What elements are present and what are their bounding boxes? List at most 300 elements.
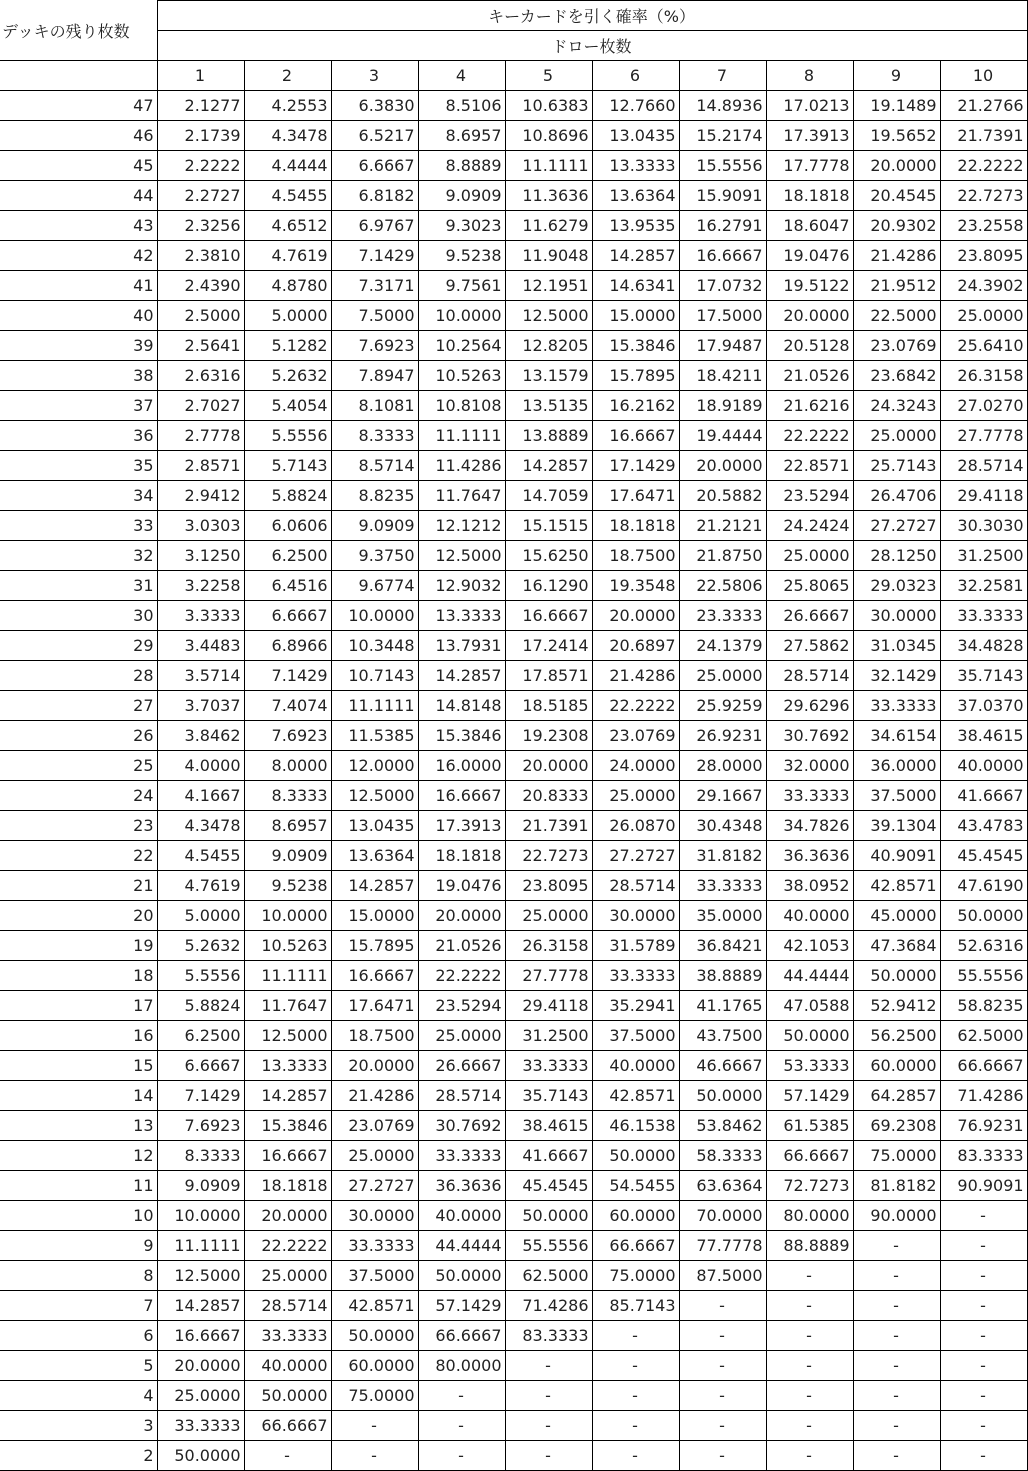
probability-cell: 22.7273 [940, 181, 1027, 211]
probability-cell: 10.7143 [331, 661, 418, 691]
probability-cell: 29.4118 [505, 991, 592, 1021]
probability-cell: 88.8889 [766, 1231, 853, 1261]
probability-cell: 33.3333 [592, 961, 679, 991]
probability-cell: 60.0000 [592, 1201, 679, 1231]
probability-cell: 66.6667 [592, 1231, 679, 1261]
probability-cell: 20.5128 [766, 331, 853, 361]
probability-cell: 35.7143 [505, 1081, 592, 1111]
probability-cell: 6.6667 [331, 151, 418, 181]
table-row [0, 1201, 1027, 1231]
deck-remaining-cell: 46 [0, 121, 157, 151]
probability-cell: 36.0000 [853, 751, 940, 781]
deck-remaining-cell: 20 [0, 901, 157, 931]
probability-cell: 9.5238 [418, 241, 505, 271]
probability-cell: 7.6923 [331, 331, 418, 361]
probability-cell: 83.3333 [505, 1321, 592, 1351]
probability-cell: 12.1951 [505, 271, 592, 301]
probability-cell: 50.0000 [418, 1261, 505, 1291]
probability-cell: 13.6364 [592, 181, 679, 211]
probability-cell: 29.6296 [766, 691, 853, 721]
probability-cell: 39.1304 [853, 811, 940, 841]
probability-cell: 50.0000 [331, 1321, 418, 1351]
probability-cell: 44.4444 [418, 1231, 505, 1261]
probability-cell: 13.7931 [418, 631, 505, 661]
probability-cell: - [940, 1261, 1027, 1291]
probability-cell: 6.3830 [331, 91, 418, 121]
probability-cell: 15.2174 [679, 121, 766, 151]
deck-remaining-cell: 26 [0, 721, 157, 751]
probability-cell: 21.2766 [940, 91, 1027, 121]
probability-cell: - [766, 1411, 853, 1441]
probability-cell: 15.3846 [592, 331, 679, 361]
probability-cell: 83.3333 [940, 1141, 1027, 1171]
probability-cell: 18.7500 [331, 1021, 418, 1051]
probability-cell: 3.5714 [157, 661, 244, 691]
probability-cell: 3.1250 [157, 541, 244, 571]
probability-cell: 4.5455 [244, 181, 331, 211]
probability-cell: 33.3333 [244, 1321, 331, 1351]
probability-cell: 61.5385 [766, 1111, 853, 1141]
probability-cell: 20.0000 [331, 1051, 418, 1081]
draw-count-row [0, 61, 1027, 91]
probability-cell: 3.2258 [157, 571, 244, 601]
probability-cell: 27.7778 [505, 961, 592, 991]
probability-cell: 34.4828 [940, 631, 1027, 661]
probability-cell: 15.7895 [592, 361, 679, 391]
probability-cell: 8.6957 [418, 121, 505, 151]
probability-cell: 71.4286 [940, 1081, 1027, 1111]
probability-cell: 33.3333 [331, 1231, 418, 1261]
deck-remaining-cell: 40 [0, 301, 157, 331]
probability-cell: 23.6842 [853, 361, 940, 391]
probability-cell: 45.0000 [853, 901, 940, 931]
probability-cell: 8.1081 [331, 391, 418, 421]
deck-remaining-cell: 15 [0, 1051, 157, 1081]
probability-cell: 85.7143 [592, 1291, 679, 1321]
probability-cell: 30.3030 [940, 511, 1027, 541]
deck-remaining-cell: 22 [0, 841, 157, 871]
table-row [0, 871, 1027, 901]
probability-cell: 10.3448 [331, 631, 418, 661]
deck-remaining-cell: 16 [0, 1021, 157, 1051]
probability-cell: - [853, 1381, 940, 1411]
probability-cell: 10.6383 [505, 91, 592, 121]
probability-cell: 20.0000 [766, 301, 853, 331]
probability-cell: 5.5556 [244, 421, 331, 451]
probability-cell: 8.3333 [331, 421, 418, 451]
probability-cell: 26.0870 [592, 811, 679, 841]
probability-cell: 33.3333 [418, 1141, 505, 1171]
table-row [0, 1111, 1027, 1141]
probability-cell: - [331, 1441, 418, 1471]
probability-cell: 5.0000 [157, 901, 244, 931]
probability-cell: 75.0000 [331, 1381, 418, 1411]
probability-cell: 50.0000 [766, 1021, 853, 1051]
probability-cell: 11.7647 [244, 991, 331, 1021]
probability-cell: 6.8182 [331, 181, 418, 211]
probability-cell: 42.8571 [331, 1291, 418, 1321]
probability-cell: 40.0000 [418, 1201, 505, 1231]
probability-cell: 16.6667 [418, 781, 505, 811]
probability-cell: 50.0000 [853, 961, 940, 991]
table-row [0, 931, 1027, 961]
probability-cell: 26.3158 [940, 361, 1027, 391]
probability-cell: 31.2500 [940, 541, 1027, 571]
deck-remaining-cell: 41 [0, 271, 157, 301]
deck-remaining-cell: 27 [0, 691, 157, 721]
table-row [0, 1021, 1027, 1051]
probability-cell: 13.6364 [331, 841, 418, 871]
deck-remaining-cell: 24 [0, 781, 157, 811]
probability-cell: 36.8421 [679, 931, 766, 961]
probability-cell: 7.6923 [244, 721, 331, 751]
probability-cell: - [940, 1231, 1027, 1261]
probability-cell: 8.5714 [331, 451, 418, 481]
probability-cell: 66.6667 [940, 1051, 1027, 1081]
probability-cell: 9.3023 [418, 211, 505, 241]
deck-remaining-cell: 25 [0, 751, 157, 781]
probability-cell: 18.7500 [592, 541, 679, 571]
probability-cell: 21.4286 [853, 241, 940, 271]
probability-cell: 27.5862 [766, 631, 853, 661]
probability-cell: 77.7778 [679, 1231, 766, 1261]
probability-cell: - [940, 1321, 1027, 1351]
table-row [0, 781, 1027, 811]
table-row [0, 211, 1027, 241]
table-row [0, 511, 1027, 541]
probability-cell: 23.0769 [853, 331, 940, 361]
probability-cell: 26.3158 [505, 931, 592, 961]
probability-cell: 33.3333 [766, 781, 853, 811]
probability-cell: 5.2632 [157, 931, 244, 961]
probability-cell: 11.7647 [418, 481, 505, 511]
probability-cell: 18.4211 [679, 361, 766, 391]
probability-cell: 20.0000 [505, 751, 592, 781]
probability-cell: 7.1429 [331, 241, 418, 271]
draw-count-cell: 3 [331, 61, 418, 91]
probability-cell: 35.7143 [940, 661, 1027, 691]
probability-cell: - [853, 1441, 940, 1471]
probability-cell: 18.1818 [418, 841, 505, 871]
probability-cell: 11.3636 [505, 181, 592, 211]
deck-remaining-cell: 45 [0, 151, 157, 181]
probability-cell: 3.0303 [157, 511, 244, 541]
table-row [0, 151, 1027, 181]
table-row [0, 121, 1027, 151]
table-row [0, 301, 1027, 331]
deck-remaining-cell: 9 [0, 1231, 157, 1261]
probability-cell: 19.1489 [853, 91, 940, 121]
probability-cell: 7.1429 [244, 661, 331, 691]
probability-cell: 55.5556 [505, 1231, 592, 1261]
probability-cell: 2.6316 [157, 361, 244, 391]
probability-cell: 13.9535 [592, 211, 679, 241]
probability-cell: 4.0000 [157, 751, 244, 781]
probability-cell: 16.1290 [505, 571, 592, 601]
probability-cell: 19.4444 [679, 421, 766, 451]
probability-cell: 71.4286 [505, 1291, 592, 1321]
probability-cell: 25.0000 [940, 301, 1027, 331]
table-row [0, 1351, 1027, 1381]
probability-cell: - [853, 1321, 940, 1351]
probability-cell: 90.0000 [853, 1201, 940, 1231]
probability-cell: 8.3333 [157, 1141, 244, 1171]
table-row [0, 181, 1027, 211]
probability-cell: 12.5000 [418, 541, 505, 571]
probability-cell: 4.7619 [244, 241, 331, 271]
table-row [0, 1441, 1027, 1471]
probability-cell: 22.2222 [418, 961, 505, 991]
probability-cell: 41.1765 [679, 991, 766, 1021]
probability-cell: 27.2727 [592, 841, 679, 871]
probability-cell: 53.8462 [679, 1111, 766, 1141]
probability-cell: 20.0000 [592, 601, 679, 631]
draw-count-header: ドロー枚数 [157, 31, 1027, 61]
probability-cell: 69.2308 [853, 1111, 940, 1141]
probability-cell: 21.9512 [853, 271, 940, 301]
probability-cell: 60.0000 [331, 1351, 418, 1381]
probability-cell: 25.8065 [766, 571, 853, 601]
probability-cell: - [592, 1381, 679, 1411]
probability-cell: 40.0000 [592, 1051, 679, 1081]
probability-cell: 5.2632 [244, 361, 331, 391]
probability-cell: 5.5556 [157, 961, 244, 991]
table-row [0, 721, 1027, 751]
probability-cell: 30.4348 [679, 811, 766, 841]
probability-cell: 2.8571 [157, 451, 244, 481]
probability-cell: 20.0000 [679, 451, 766, 481]
probability-cell: 17.8571 [505, 661, 592, 691]
probability-cell: 11.5385 [331, 721, 418, 751]
probability-cell: 25.0000 [853, 421, 940, 451]
probability-cell: 38.0952 [766, 871, 853, 901]
probability-cell: 27.2727 [853, 511, 940, 541]
probability-cell: - [679, 1441, 766, 1471]
probability-cell: 8.6957 [244, 811, 331, 841]
probability-cell: - [940, 1351, 1027, 1381]
probability-cell: 10.8108 [418, 391, 505, 421]
probability-cell: 28.5714 [592, 871, 679, 901]
probability-cell: 28.0000 [679, 751, 766, 781]
table-row [0, 661, 1027, 691]
deck-remaining-cell: 10 [0, 1201, 157, 1231]
probability-cell: 22.2222 [244, 1231, 331, 1261]
probability-cell: 4.1667 [157, 781, 244, 811]
probability-cell: 35.2941 [592, 991, 679, 1021]
probability-cell: 12.9032 [418, 571, 505, 601]
probability-cell: 10.5263 [418, 361, 505, 391]
probability-cell: 6.2500 [157, 1021, 244, 1051]
probability-cell: - [940, 1441, 1027, 1471]
table-row [0, 601, 1027, 631]
probability-cell: 16.6667 [679, 241, 766, 271]
probability-cell: 15.1515 [505, 511, 592, 541]
probability-cell: 24.3243 [853, 391, 940, 421]
probability-cell: 42.1053 [766, 931, 853, 961]
probability-cell: 34.7826 [766, 811, 853, 841]
probability-cell: 23.2558 [940, 211, 1027, 241]
probability-cell: 13.0435 [592, 121, 679, 151]
probability-cell: 21.0526 [766, 361, 853, 391]
probability-cell: - [940, 1411, 1027, 1441]
probability-cell: 58.3333 [679, 1141, 766, 1171]
probability-cell: 14.2857 [418, 661, 505, 691]
probability-cell: 9.7561 [418, 271, 505, 301]
probability-cell: 7.1429 [157, 1081, 244, 1111]
probability-cell: 29.1667 [679, 781, 766, 811]
probability-cell: 7.3171 [331, 271, 418, 301]
probability-cell: 5.4054 [244, 391, 331, 421]
probability-cell: 80.0000 [418, 1351, 505, 1381]
probability-cell: 12.5000 [505, 301, 592, 331]
probability-cell: 33.3333 [679, 871, 766, 901]
probability-cell: - [766, 1261, 853, 1291]
probability-cell: 15.7895 [331, 931, 418, 961]
probability-cell: 4.3478 [157, 811, 244, 841]
probability-cell: 45.4545 [940, 841, 1027, 871]
probability-cell: 2.3810 [157, 241, 244, 271]
probability-cell: 40.0000 [940, 751, 1027, 781]
probability-cell: 23.0769 [592, 721, 679, 751]
probability-cell: 22.2222 [940, 151, 1027, 181]
probability-cell: - [940, 1201, 1027, 1231]
deck-remaining-cell: 37 [0, 391, 157, 421]
probability-cell: 2.5000 [157, 301, 244, 331]
deck-remaining-cell: 35 [0, 451, 157, 481]
probability-cell: 64.2857 [853, 1081, 940, 1111]
probability-cell: - [679, 1291, 766, 1321]
probability-cell: 62.5000 [505, 1261, 592, 1291]
probability-cell: 21.0526 [418, 931, 505, 961]
probability-cell: 18.1818 [766, 181, 853, 211]
probability-cell: 75.0000 [592, 1261, 679, 1291]
probability-cell: 21.4286 [331, 1081, 418, 1111]
probability-cell: 38.4615 [940, 721, 1027, 751]
draw-count-cell: 7 [679, 61, 766, 91]
probability-cell: 50.0000 [679, 1081, 766, 1111]
deck-remaining-cell: 30 [0, 601, 157, 631]
probability-cell: 18.5185 [505, 691, 592, 721]
probability-cell: 23.5294 [766, 481, 853, 511]
probability-cell: 13.3333 [244, 1051, 331, 1081]
probability-cell: 53.3333 [766, 1051, 853, 1081]
deck-remaining-cell: 3 [0, 1411, 157, 1441]
probability-cell: 75.0000 [853, 1141, 940, 1171]
probability-cell: 57.1429 [766, 1081, 853, 1111]
probability-cell: 11.1111 [244, 961, 331, 991]
probability-cell: 26.4706 [853, 481, 940, 511]
probability-cell: 47.6190 [940, 871, 1027, 901]
probability-cell: 3.4483 [157, 631, 244, 661]
probability-cell: 12.5000 [244, 1021, 331, 1051]
probability-cell: 4.5455 [157, 841, 244, 871]
probability-cell: 42.8571 [853, 871, 940, 901]
probability-cell: 15.0000 [592, 301, 679, 331]
probability-cell: 10.0000 [244, 901, 331, 931]
probability-cell: 41.6667 [505, 1141, 592, 1171]
probability-cell: 11.4286 [418, 451, 505, 481]
probability-cell: 28.1250 [853, 541, 940, 571]
probability-cell: 66.6667 [244, 1411, 331, 1441]
probability-cell: - [766, 1381, 853, 1411]
probability-cell: 25.0000 [244, 1261, 331, 1291]
deck-remaining-cell: 42 [0, 241, 157, 271]
probability-cell: 9.5238 [244, 871, 331, 901]
probability-cell: - [766, 1351, 853, 1381]
probability-cell: 3.3333 [157, 601, 244, 631]
probability-cell: 14.2857 [331, 871, 418, 901]
probability-cell: 21.2121 [679, 511, 766, 541]
probability-cell: 18.1818 [592, 511, 679, 541]
probability-cell: 15.0000 [331, 901, 418, 931]
probability-cell: 32.1429 [853, 661, 940, 691]
probability-cell: - [592, 1441, 679, 1471]
probability-cell: 31.5789 [592, 931, 679, 961]
probability-cell: 4.7619 [157, 871, 244, 901]
probability-cell: 17.2414 [505, 631, 592, 661]
probability-cell: 30.0000 [853, 601, 940, 631]
probability-cell: 2.4390 [157, 271, 244, 301]
probability-cell: 40.0000 [766, 901, 853, 931]
probability-cell: 37.0370 [940, 691, 1027, 721]
probability-cell: 7.4074 [244, 691, 331, 721]
deck-remaining-cell: 11 [0, 1171, 157, 1201]
deck-remaining-cell: 13 [0, 1111, 157, 1141]
table-row [0, 961, 1027, 991]
probability-cell: 34.6154 [853, 721, 940, 751]
probability-cell: 9.3750 [331, 541, 418, 571]
probability-cell: 9.6774 [331, 571, 418, 601]
probability-cell: 4.8780 [244, 271, 331, 301]
probability-cell: 50.0000 [157, 1441, 244, 1471]
probability-cell: 25.0000 [418, 1021, 505, 1051]
draw-count-cell: 2 [244, 61, 331, 91]
probability-cell: 20.8333 [505, 781, 592, 811]
deck-remaining-cell: 33 [0, 511, 157, 541]
probability-cell: 2.9412 [157, 481, 244, 511]
probability-cell: 2.2222 [157, 151, 244, 181]
probability-cell: 55.5556 [940, 961, 1027, 991]
probability-cell: - [592, 1351, 679, 1381]
probability-cell: 14.2857 [505, 451, 592, 481]
probability-cell: 56.2500 [853, 1021, 940, 1051]
probability-cell: 9.0909 [331, 511, 418, 541]
probability-cell: - [505, 1351, 592, 1381]
probability-cell: - [853, 1411, 940, 1441]
deck-remaining-cell: 44 [0, 181, 157, 211]
probability-cell: 10.0000 [418, 301, 505, 331]
probability-cell: - [592, 1321, 679, 1351]
deck-remaining-cell: 31 [0, 571, 157, 601]
probability-cell: 81.8182 [853, 1171, 940, 1201]
deck-remaining-cell: 7 [0, 1291, 157, 1321]
probability-cell: 10.5263 [244, 931, 331, 961]
probability-cell: 36.3636 [766, 841, 853, 871]
probability-cell: 52.6316 [940, 931, 1027, 961]
probability-cell: - [853, 1261, 940, 1291]
table-row [0, 691, 1027, 721]
probability-cell: 3.8462 [157, 721, 244, 751]
probability-cell: 7.8947 [331, 361, 418, 391]
probability-cell: 13.8889 [505, 421, 592, 451]
deck-remaining-cell: 19 [0, 931, 157, 961]
probability-cell: 80.0000 [766, 1201, 853, 1231]
probability-cell: 25.0000 [592, 781, 679, 811]
probability-cell: - [853, 1231, 940, 1261]
table-row [0, 1381, 1027, 1411]
probability-cell: 63.6364 [679, 1171, 766, 1201]
probability-cell: 11.6279 [505, 211, 592, 241]
